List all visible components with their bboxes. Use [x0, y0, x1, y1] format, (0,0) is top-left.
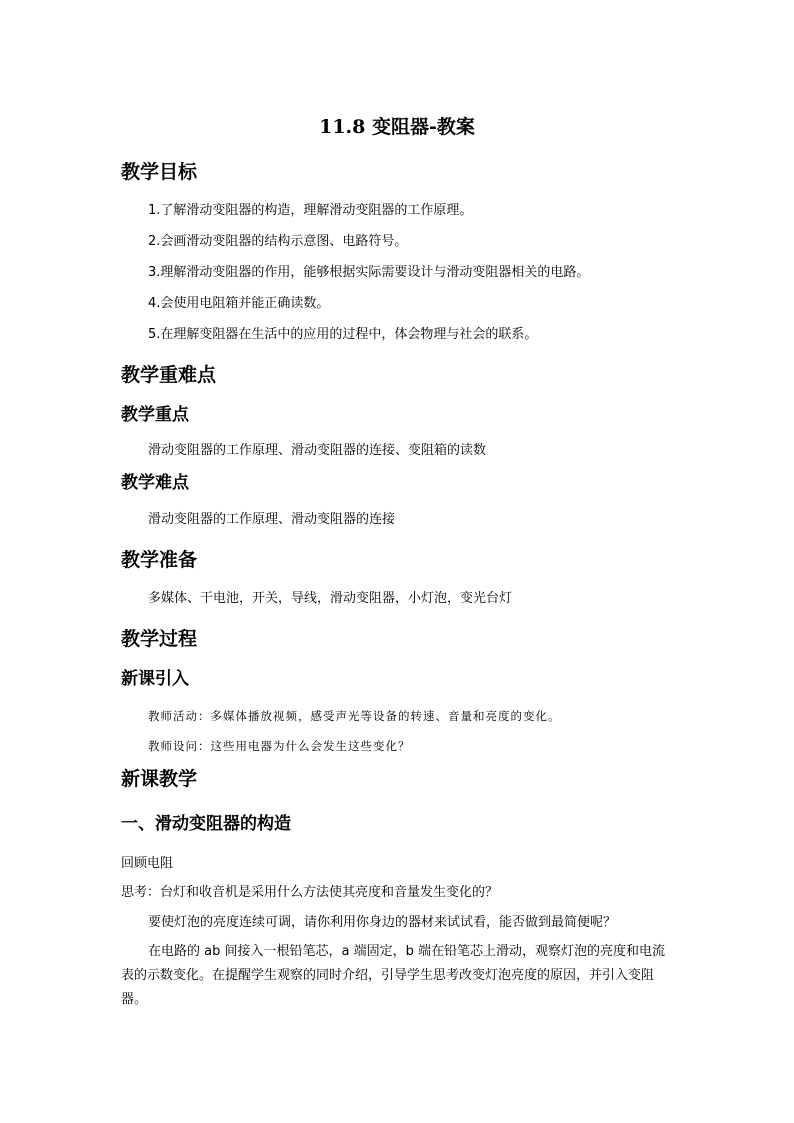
objective-item-3: 3.理解滑动变阻器的作用，能够根据实际需要设计与滑动变阻器相关的电路。 [148, 265, 590, 280]
review-text: 回顾电阻 [121, 856, 174, 871]
objective-item-2: 2.会画滑动变阻器的结构示意图、电路符号。 [148, 234, 408, 249]
teaching-heading: 新课教学 [121, 768, 198, 790]
think-text: 思考：台灯和收音机是采用什么方法使其亮度和音量发生变化的？ [121, 885, 499, 900]
objective-item-1: 1.了解滑动变阻器的构造，理解滑动变阻器的工作原理。 [148, 203, 473, 218]
intro-line-1: 教师活动：多媒体播放视频，感受声光等设备的转速、音量和亮度的变化。 [148, 709, 561, 723]
key-points-heading: 教学重难点 [121, 364, 217, 386]
document-title: 11.8 变阻器-教案 [319, 116, 475, 138]
process-heading: 教学过程 [121, 628, 198, 650]
focus-text: 滑动变阻器的工作原理、滑动变阻器的连接、变阻箱的读数 [148, 443, 487, 458]
intro-line-2: 教师设问：这些用电器为什么会发生这些变化？ [148, 739, 411, 753]
focus-heading: 教学重点 [121, 405, 189, 425]
experiment-paragraph: 在电路的 ab 间接入一根铅笔芯，a 端固定，b 端在铅笔芯上滑动，观察灯泡的亮度和电流表的示数变化。在提醒学生观察的同时介绍，引导学生思考改变灯泡亮度的原因，并引入变阻器。 [121, 944, 665, 1007]
objectives-heading: 教学目标 [121, 161, 198, 183]
question-text: 要使灯泡的亮度连续可调，请你利用你身边的器材来试试看，能否做到最简便呢？ [148, 915, 617, 930]
preparation-text: 多媒体、干电池，开关，导线，滑动变阻器，小灯泡，变光台灯 [148, 591, 513, 606]
objective-item-5: 5.在理解变阻器在生活中的应用的过程中，体会物理与社会的联系。 [148, 327, 538, 342]
difficulty-text: 滑动变阻器的工作原理、滑动变阻器的连接 [148, 512, 396, 527]
intro-heading: 新课引入 [121, 669, 189, 689]
difficulty-heading: 教学难点 [121, 473, 189, 493]
preparation-heading: 教学准备 [121, 549, 198, 571]
section1-heading: 一、滑动变阻器的构造 [121, 814, 291, 834]
objective-item-4: 4.会使用电阻箱并能正确读数。 [148, 296, 330, 311]
